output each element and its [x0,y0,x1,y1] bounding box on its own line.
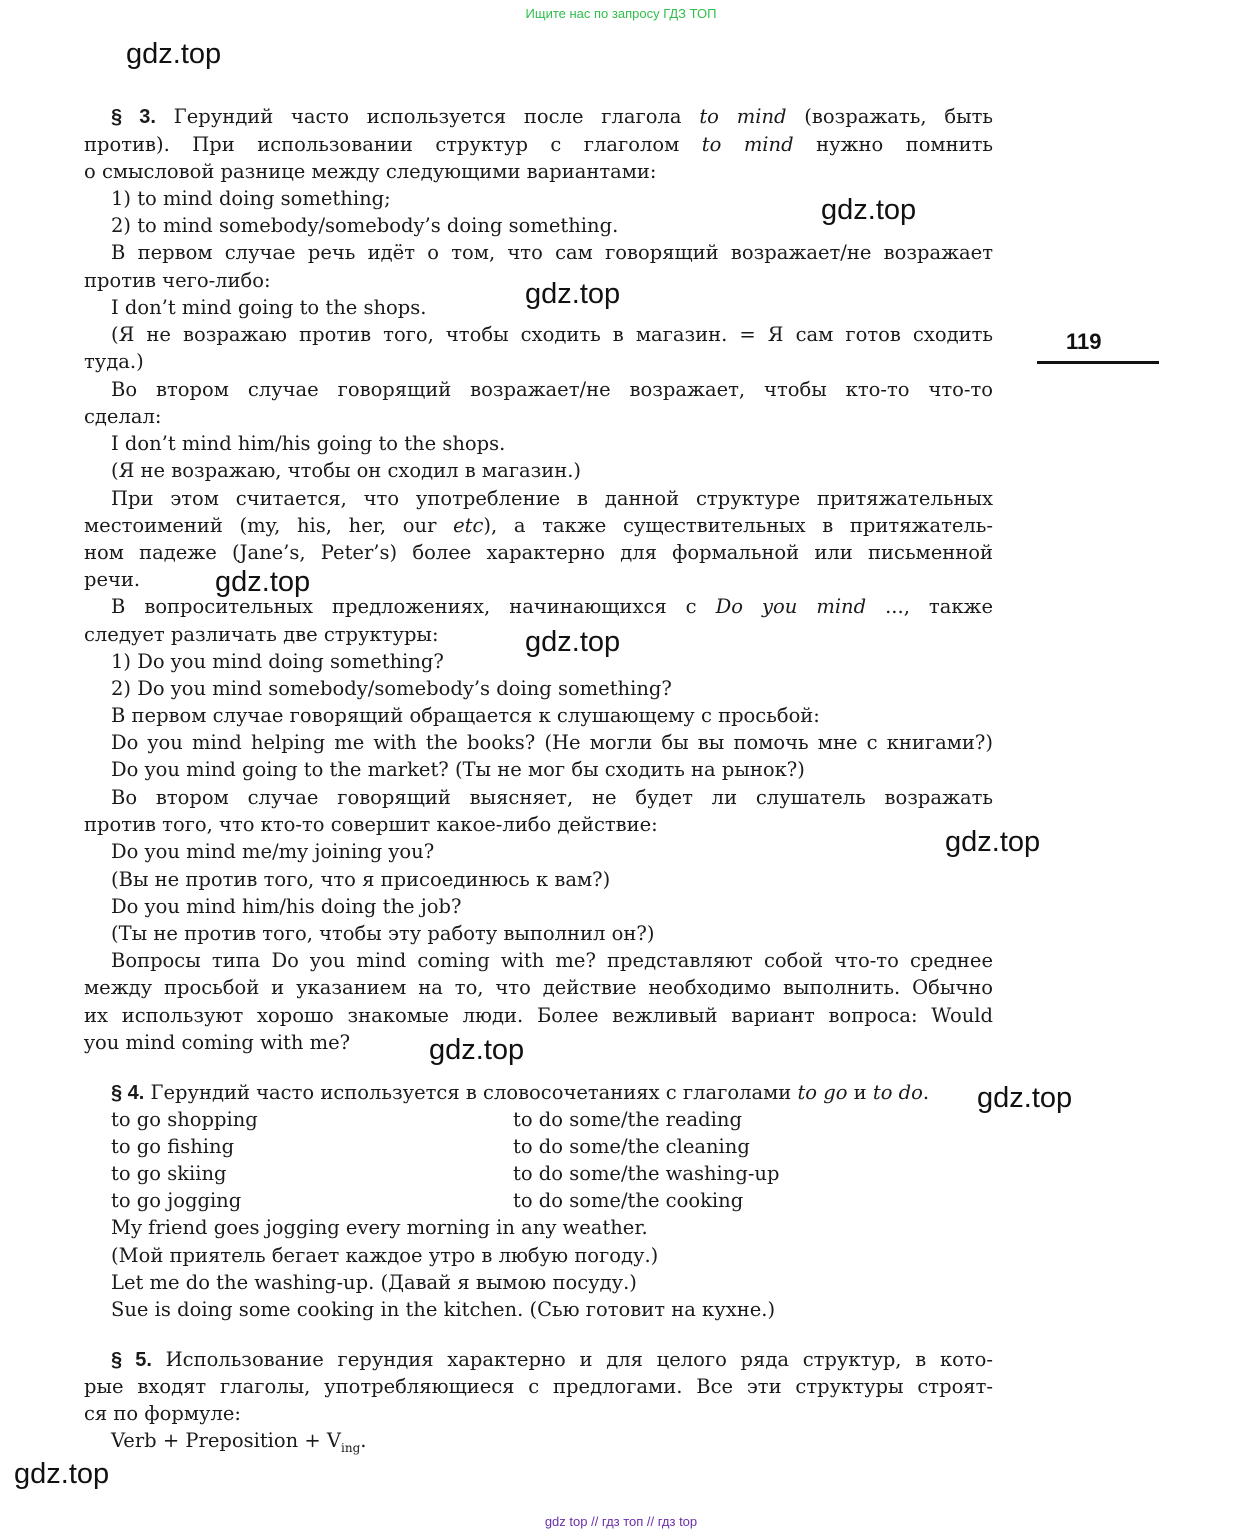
italic-term: to do [872,1081,923,1104]
text-run: Вопросы типа Do you mind coming with me? представляют собой что-то среднее [111,949,993,972]
text-run: Sue is doing some cooking in the kitchen. (Сью готовит на кухне.) [111,1298,776,1321]
search-banner[interactable]: Ищите нас по запросу ГДЗ ТОП [525,6,717,21]
text-run: о смысловой разнице между следующими вариантами: [84,160,657,183]
text-run: to go shopping [111,1108,258,1131]
text-line [513,1191,743,1211]
text-line [111,107,993,127]
text-line [111,679,672,699]
watermark: gdz.top [945,826,1041,858]
subscript: ing [341,1441,361,1455]
text-run: you mind coming with me? [84,1031,351,1054]
text-run: 1) to mind doing something; [111,187,391,210]
text-line [111,760,805,780]
section-marker: § 4. [111,1082,145,1104]
text-run: Verb + Preposition + V [111,1429,342,1452]
text-line [111,652,444,672]
text-line [111,1218,648,1238]
text-line [111,1300,775,1320]
text-line [84,570,140,590]
text-line [111,733,993,753]
text-line [111,951,993,971]
page-number: 119 [1066,329,1102,354]
text-line [84,1006,993,1026]
text-line [84,815,658,835]
watermark: gdz.top [525,278,621,310]
section-marker: § 3. [111,106,156,128]
text-run: туда.) [84,350,144,373]
text-run: to do some/the cleaning [513,1135,750,1158]
text-line [84,271,271,291]
text-line [84,978,993,998]
italic-term: to mind [701,133,794,156]
watermark: gdz.top [429,1034,525,1066]
italic-term: to mind [699,105,787,128]
text-run: Do you mind me/my joining you? [111,840,435,863]
text-line [513,1164,779,1184]
watermark: gdz.top [126,38,222,70]
page-number-rule [1037,361,1159,364]
text-run: В первом случае говорящий обращается к слушающему с просьбой: [111,704,820,727]
text-run: (Мой приятель бегает каждое утро в любую погоду.) [111,1244,659,1267]
footer-links[interactable]: gdz top // гдз топ // гдз top [544,1514,698,1529]
text-run: В вопросительных предложениях, начинающихся с [111,595,716,618]
text-line [111,897,461,917]
watermark: gdz.top [821,194,917,226]
text-run: (Я не возражаю против того, чтобы сходить в магазин. = Я сам готов сходить [111,323,993,346]
text-line [84,352,144,372]
text-run: to go skiing [111,1162,227,1185]
text-run: Do you mind helping me with the books? (Не могли бы вы помочь мне с книгами?) [111,731,993,754]
text-run: и [847,1081,873,1104]
text-run: (возражать, быть [786,105,994,128]
text-run: При этом считается, что употребление в данной структуре притяжательных [111,487,993,510]
text-line [84,543,993,563]
text-run: рые входят глаголы, употребляющиеся с предлогами. Все эти структуры строят- [84,1375,993,1398]
text-line [111,1164,227,1184]
text-run: их используют хорошо знакомые люди. Более вежливый вариант вопроса: Would [84,1004,993,1027]
text-line [111,489,993,509]
italic-term: to go [797,1081,848,1104]
text-run: против чего-либо: [84,269,271,292]
text-line [111,243,993,263]
watermark: gdz.top [525,626,621,658]
text-line [111,189,391,209]
text-run: Герундий часто используется после глагола [155,105,700,128]
text-run: ), а также существительных в притяжатель- [483,514,993,537]
watermark: gdz.top [14,1458,110,1490]
text-run: Do you mind going to the market? (Ты не мог бы сходить на рынок?) [111,758,805,781]
italic-term: Do you mind [715,595,867,618]
text-run: to go jogging [111,1189,242,1212]
text-run: (Вы не против того, что я присоединюсь к вам?) [111,868,611,891]
text-run: В первом случае речь идёт о том, что сам говорящий возражает/не возражает [111,241,993,264]
text-line [513,1110,742,1130]
text-line [84,1404,241,1424]
text-line [84,162,657,182]
text-line [111,870,610,890]
text-run: Использование герундия характерно и для целого ряда структур, в кото- [151,1348,993,1371]
text-run: Let me do the washing-up. (Давай я вымою посуду.) [111,1271,637,1294]
text-run: to do some/the reading [513,1108,742,1131]
text-run: My friend goes jogging every morning in any weather. [111,1216,648,1239]
text-run: сделал: [84,405,162,428]
text-run: (Ты не против того, чтобы эту работу выполнил он?) [111,922,655,945]
text-line [513,1137,750,1157]
text-line [111,461,581,481]
text-run: . [360,1429,367,1452]
text-line [111,325,993,345]
text-line [84,407,161,427]
section-marker: § 5. [111,1349,152,1371]
text-line [111,706,820,726]
text-line [111,380,993,400]
text-line [111,1083,929,1103]
watermark: gdz.top [215,566,311,598]
text-run: Герундий часто используется в словосочетаниях с глаголами [144,1081,798,1104]
text-line [111,1191,241,1211]
text-line [111,298,427,318]
text-line [84,516,993,536]
text-run: ном падеже (Jane’s, Peter’s) более характерно для формальной или письменной [84,541,993,564]
text-run: нужно помнить [793,133,993,156]
text-run: следует различать две структуры: [84,623,439,646]
text-run: местоимений (my, his, her, our [84,514,454,537]
text-line [111,597,993,617]
text-line [84,1377,993,1397]
text-run: ..., также [866,595,993,618]
text-run: между просьбой и указанием на то, что действие необходимо выполнить. Обычно [84,976,993,999]
text-run: I don’t mind going to the shops. [111,296,427,319]
text-run: Do you mind him/his doing the job? [111,895,462,918]
text-run: Во втором случае говорящий выясняет, не будет ли слушатель возражать [111,786,993,809]
text-line [111,788,993,808]
text-run: to do some/the washing-up [513,1162,780,1185]
text-run: to go fishing [111,1135,235,1158]
text-run: против того, что кто-то совершит какое-либо действие: [84,813,658,836]
text-line [111,1246,658,1266]
text-line [84,1033,350,1053]
text-run: ся по формуле: [84,1402,241,1425]
text-line [111,924,654,944]
text-line [111,1350,993,1370]
text-line [84,625,439,645]
watermark: gdz.top [977,1082,1073,1114]
text-line [111,216,618,236]
text-line [84,135,993,155]
text-run: речи. [84,568,141,591]
text-run: против). При использовании структур с глаголом [84,133,702,156]
text-run: 1) Do you mind doing something? [111,650,444,673]
text-line [111,842,434,862]
text-run: . [922,1081,930,1104]
text-line [111,1110,258,1130]
text-line [111,1137,234,1157]
text-run: 2) to mind somebody/somebody’s doing something. [111,214,619,237]
italic-term: etc [453,514,484,537]
text-run: I don’t mind him/his going to the shops. [111,432,506,455]
text-line [111,1431,366,1454]
text-run: to do some/the cooking [513,1189,744,1212]
text-line [111,434,505,454]
text-run: 2) Do you mind somebody/somebody’s doing something? [111,677,672,700]
text-line [111,1273,637,1293]
text-run: (Я не возражаю, чтобы он сходил в магазин.) [111,459,581,482]
text-run: Во втором случае говорящий возражает/не возражает, чтобы кто-то что-то [111,378,993,401]
